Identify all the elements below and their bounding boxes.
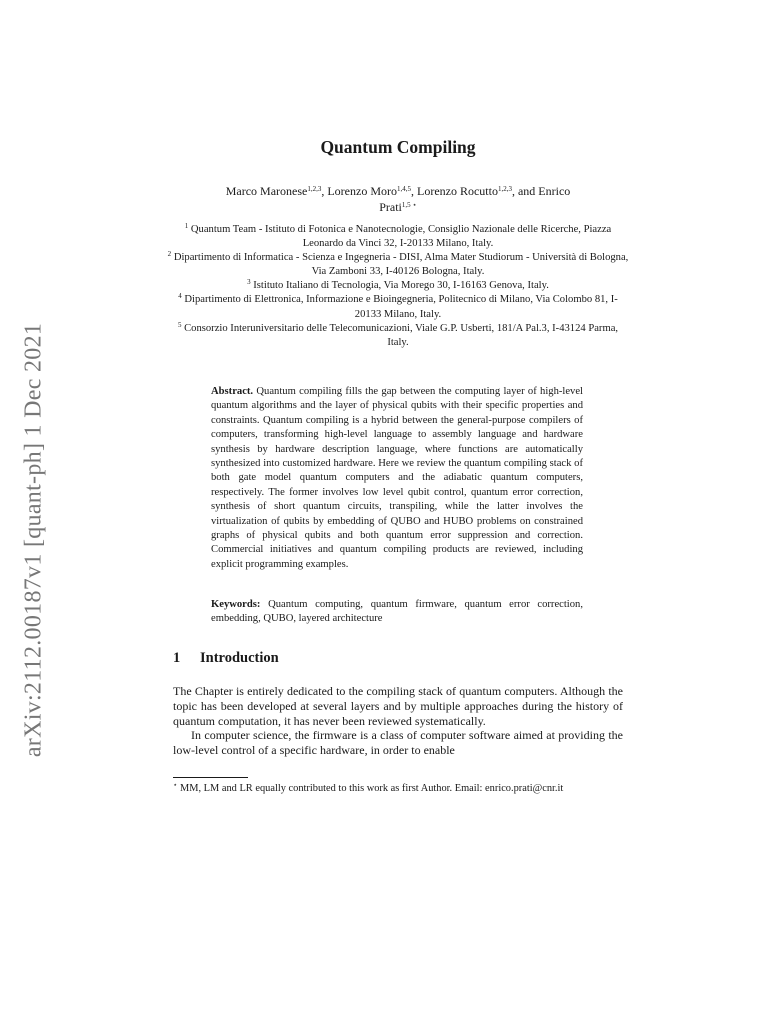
affiliation-number: 4 [178, 292, 182, 301]
arxiv-identifier-stamp: arXiv:2112.00187v1 [quant-ph] 1 Dec 2021 [20, 322, 47, 758]
author-affiliation-marks: 1,4,5 [397, 185, 411, 193]
footnote [173, 782, 623, 796]
section-number: 1 [173, 650, 181, 666]
affiliation-number: 5 [177, 320, 182, 329]
footnote-mark: ⋆ [173, 781, 178, 789]
body-paragraph: The Chapter is entirely dedicated to the compiling stack of quantum computers. Although the topic has been developed at several layers and by multiple approaches during the history of quantum computation, it has never been reviewed systematically. [173, 684, 623, 728]
body-paragraph: In computer science, the firmware is a class of computer software aimed at providing the low-level control of a specific hardware, in order to enable [173, 728, 623, 758]
author-separator: , and Enrico [511, 184, 571, 198]
author-name: Lorenzo Rocutto [417, 184, 498, 198]
affiliation-text: Dipartimento di Elettronica, Informazione e Bioingegneria, Politecnico di Milano, Via Colombo 81, I-20133 Milano, Italy. [184, 294, 618, 320]
section-title: Introduction [200, 650, 279, 666]
affiliation-item [166, 279, 630, 293]
footnote-divider [173, 777, 248, 778]
affiliation-item [166, 322, 630, 350]
keywords-text: Quantum computing, quantum firmware, quantum error correction, embedding, QUBO, layered architecture [211, 599, 583, 625]
author-name: Lorenzo Moro [327, 184, 397, 198]
affiliation-item [166, 251, 630, 279]
paper-title: Quantum Compiling [320, 137, 476, 157]
affiliation-text: Quantum Team - Istituto di Fotonica e Nanotecnologie, Consiglio Nazionale delle Ricerche, Piazza Leonardo da Vinci 32, I-20133 Milano, Italy. [190, 224, 612, 250]
section-heading [173, 650, 279, 667]
keywords [211, 598, 583, 627]
keywords-label: Keywords: [211, 599, 261, 610]
author-separator: , [411, 184, 417, 198]
footnote-text: MM, LM and LR equally contributed to this work as first Author. Email: enrico.prati@cnr.it [180, 783, 564, 794]
abstract [211, 385, 583, 572]
affiliation-number: 1 [184, 222, 189, 230]
affiliation-item [166, 293, 630, 321]
author-name: Prati [379, 200, 402, 214]
author-name: Marco Maronese [225, 184, 308, 198]
affiliation-text: Dipartimento di Informatica - Scienza e Ingegneria - DISI, Alma Mater Studiorum - Università di Bologna, Via Zamboni 33, I-40126 Bologna, Italy. [173, 252, 629, 278]
author-affiliation-marks: 1,5 ⋆ [401, 201, 417, 209]
author-separator: , [321, 184, 328, 198]
affiliation-text: Istituto Italiano di Tecnologia, Via Morego 30, I-16163 Genova, Italy. [253, 280, 549, 292]
affiliation-list [166, 223, 630, 350]
abstract-text: Quantum compiling fills the gap between the computing layer of high-level quantum algorithms and the layer of physical qubits with their specific properties and constraints. Quantum compiling is a hybrid between the general-purpose compilers of computers, transforming high-level language to assembly language and hardware synthesis by hardware description language, where functions are automatically synthesized into customized hardware. Here we review the quantum compiling stack of both gate model quantum computers and the adiabatic quantum computers, respectively. The former involves low level qubit control, quantum error correction, synthesis of short quantum circuits, transpiling, while the latter involves the virtualization of qubits by embedding of QUBO and HUBO problems on constrained graphs of physical qubits and both quantum error suppression and correction. Commercial initiatives and quantum compiling products are reviewed, including explicit programming examples. [211, 386, 583, 570]
author-affiliation-marks: 1,2,3 [497, 185, 512, 193]
affiliation-item [166, 223, 630, 251]
author-affiliation-marks: 1,2,3 [307, 185, 322, 193]
abstract-label: Abstract. [211, 386, 254, 397]
affiliation-number: 2 [167, 250, 172, 259]
body-text [173, 684, 623, 758]
affiliation-number: 3 [247, 278, 251, 287]
author-list [172, 183, 624, 215]
affiliation-text: Consorzio Interuniversitario delle Telecomunicazioni, Viale G.P. Usberti, 181/A Pal.3, I-43124 Parma, Italy. [184, 322, 619, 348]
